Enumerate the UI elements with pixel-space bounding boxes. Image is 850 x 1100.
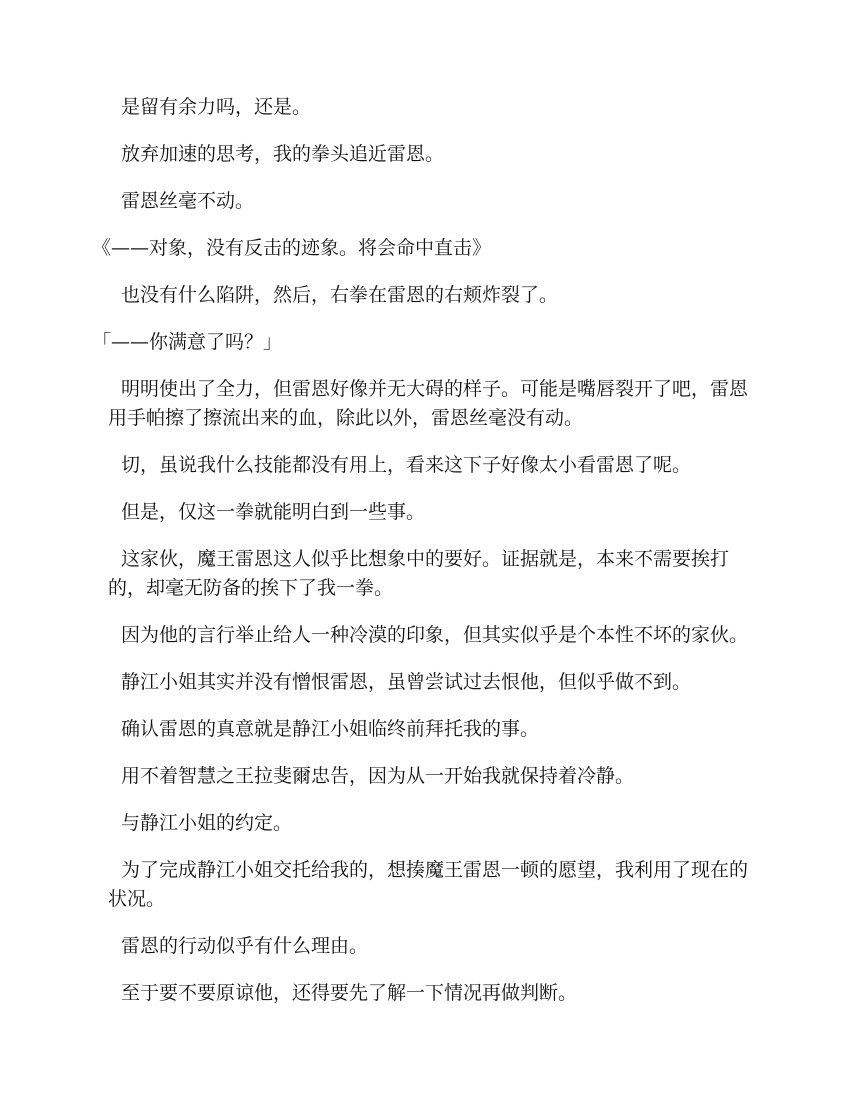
paragraph: 这家伙，魔王雷恩这人似乎比想象中的要好。证据就是，本来不需要挨打的，却毫无防备的挨下了我一拳。	[108, 548, 730, 599]
paragraph: 因为他的言行举止给人一种冷漠的印象，但其实似乎是个本性不坏的家伙。	[121, 624, 749, 646]
paragraph: 放弃加速的思考，我的拳头追近雷恩。	[121, 143, 445, 165]
paragraph: 至于要不要原谅他，还得要先了解一下情况再做判断。	[121, 982, 578, 1004]
paragraph: 也没有什么陷阱，然后，右拳在雷恩的右颊炸裂了。	[121, 284, 559, 306]
paragraph-dialogue: 「——你满意了吗？」	[92, 331, 283, 353]
paragraph: 明明使出了全力，但雷恩好像并无大碍的样子。可能是嘴唇裂开了吧，雷恩用手帕擦了擦流出来的血，除此以外，雷恩丝毫没有动。	[108, 378, 749, 429]
paragraph: 雷恩丝毫不动。	[121, 190, 255, 212]
paragraph: 是留有余力吗，还是。	[121, 96, 312, 118]
paragraph: 与静江小姐的约定。	[121, 812, 293, 834]
paragraph: 雷恩的行动似乎有什么理由。	[121, 935, 369, 957]
paragraph: 为了完成静江小姐交托给我的，想揍魔王雷恩一顿的愿望，我利用了现在的状况。	[108, 859, 749, 910]
paragraph-dialogue: 《——对象，没有反击的迹象。将会命中直击》	[92, 237, 492, 259]
paragraph: 确认雷恩的真意就是静江小姐临终前拜托我的事。	[121, 718, 540, 740]
paragraph: 用不着智慧之王拉斐爾忠告，因为从一开始我就保持着冷静。	[121, 765, 635, 787]
paragraph: 静江小姐其实并没有憎恨雷恩，虽曾尝试过去恨他，但似乎做不到。	[121, 671, 692, 693]
paragraph: 但是，仅这一拳就能明白到一些事。	[121, 501, 426, 523]
novel-text-body	[92, 93, 758, 1026]
paragraph: 切，虽说我什么技能都没有用上，看来这下子好像太小看雷恩了呢。	[121, 454, 692, 476]
